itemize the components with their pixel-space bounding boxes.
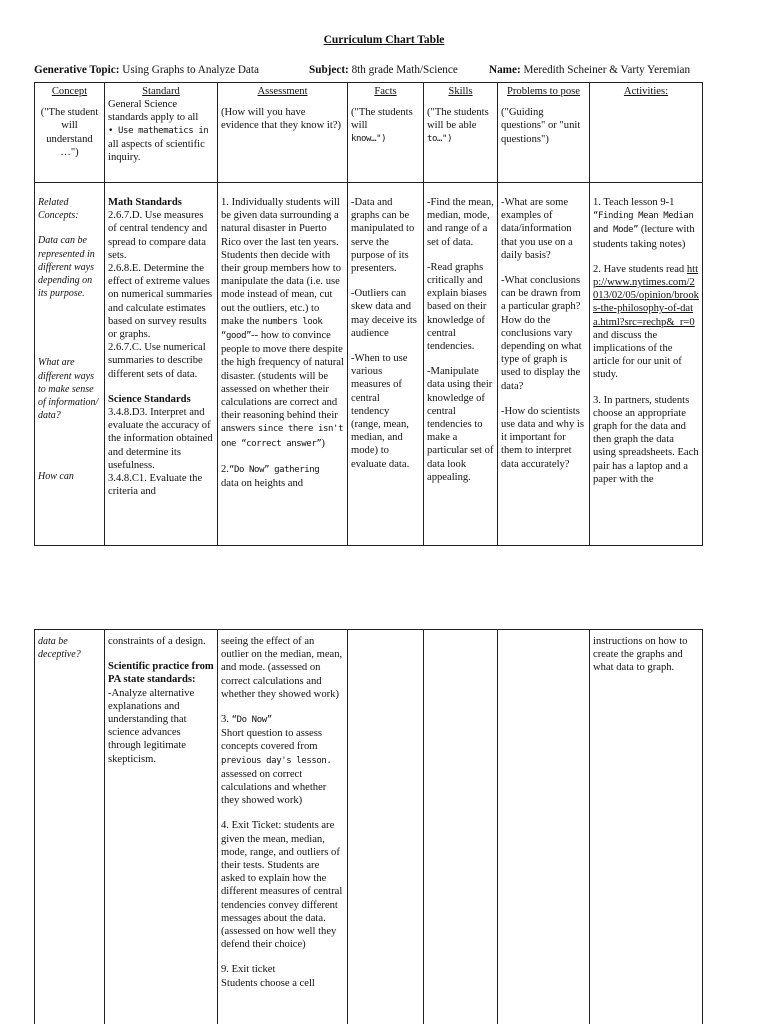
assessment-2-mono: “Do Now” gathering [228, 464, 320, 475]
problem-1: -What are some examples of data/information that you use on a daily basis? [501, 197, 573, 261]
math-standard-2: 2.6.8.E. Determine the effect of extreme values on numerical summaries and calculate estimates based on survey results or graphs. [108, 263, 213, 341]
assessment-2-text: data on heights and [221, 478, 304, 490]
curriculum-table-page-2 [34, 629, 703, 1024]
activity-1 [593, 196, 699, 251]
header-concept-desc: ("The student will understand …") [40, 107, 99, 158]
header-skills-title: Skills [448, 86, 473, 97]
assessment-3-text-2: assessed on correct calculations and whether they showed work) [221, 768, 327, 807]
scientific-practice-text: -Analyze alternative explanations and understanding that science advances through legitimate skepticism. [108, 687, 195, 765]
topic-value: Using Graphs to Analyze Data [122, 64, 259, 76]
header-row [35, 83, 703, 183]
subject-field [309, 64, 458, 77]
activity-1-post: (lecture with students taking notes) [593, 224, 695, 250]
activity-1-mono: “Finding Mean Median and Mode” [593, 211, 694, 236]
math-standard-3: 2.6.7.C. Use numerical summaries to describe different sets of data. [108, 342, 206, 380]
header-problems-title: Problems to pose [507, 86, 580, 97]
science-standard-2: 3.4.8.C1. Evaluate the criteria and [108, 473, 203, 498]
math-standards-title: Math Standards [108, 197, 182, 208]
header-standard [105, 83, 218, 183]
problems-cell-continued [498, 630, 590, 1024]
header-facts [348, 83, 424, 183]
facts-cell-continued [348, 630, 424, 1024]
content-row [35, 183, 703, 546]
problem-2: -What conclusions can be drawn from a particular graph? How do the conclusions vary depending on what type of graph is used to display the data? [501, 275, 582, 392]
activities-cell [590, 183, 703, 546]
assessment-2-num: 2. [221, 463, 229, 475]
header-problems-desc: ("Guiding questions" or "unit questions") [501, 107, 581, 145]
topic-label: Generative Topic: [34, 64, 120, 76]
science-standards-title: Science Standards [108, 393, 191, 405]
header-facts-desc-2: know…") [351, 133, 387, 144]
name-value: Meredith Scheiner & Varty Yeremian [523, 64, 691, 76]
topic-field [34, 64, 259, 77]
activity-1-text: 1. Teach lesson 9-1 [593, 197, 675, 208]
header-problems [498, 83, 590, 183]
problem-3: -How do scientists use data and why is it important for them to interpret data accurately? [501, 405, 584, 470]
header-skills-desc-2: to…") [427, 133, 453, 144]
assessment-1-end: ) [321, 437, 325, 449]
standard-cell-continued [105, 630, 218, 1024]
fact-1: -Data and graphs can be manipulated to serve the purpose of its presenters. [351, 197, 415, 275]
document-title: Curriculum Chart Table [323, 34, 445, 46]
header-assessment-desc: (How will you have evidence that they know it?) [221, 107, 342, 132]
skills-cell [424, 183, 498, 546]
assessment-3-mono-2: previous day's lesson. [221, 755, 332, 766]
header-skills-desc-1: ("The students will be able [427, 107, 489, 132]
concept-text-1: Data can be represented in different ways depending on its purpose. [38, 235, 95, 300]
subject-label: Subject: [309, 64, 349, 76]
concept-cell-continued [35, 630, 105, 1024]
activity-2-text: 2. Have students read [593, 263, 685, 275]
problems-cell [498, 183, 590, 546]
assessment-item-9: 9. Exit ticket [221, 964, 276, 976]
header-concept [35, 83, 105, 183]
activity-2 [593, 263, 699, 382]
article-link[interactable]: http://www.nytimes.com/2013/02/05/opinion/brooks-the-philosophy-of-data.html?src=rechp&_r=0 [593, 263, 699, 328]
subject-value: 8th grade Math/Science [351, 64, 458, 76]
header-standard-desc-3: all aspects of scientific inquiry. [108, 138, 205, 164]
assessment-item-4: 4. Exit Ticket: students are given the mean, median, mode, range, and outliers of their tests. Students are asked to explain how the different measures of central tendencies convey different messages about the data. (assessed on how well they defend their choice) [221, 820, 343, 951]
concept-question-2-start: How can [38, 471, 74, 483]
content-row-continued [35, 630, 703, 1024]
assessment-item-1 [221, 196, 344, 451]
assessment-1-text: 1. Individually students will be given data surrounding a natural disaster in Puerto Rico over the last ten years. Students then decide with their group members how to manipulate the data (i.e. use mode instead of mean, cut out the outliers, etc.) to make the [221, 197, 342, 327]
assessment-cell [218, 183, 348, 546]
assessment-1-text-2: -- how to convince people to move there despite the high frequency of natural disaster. (students will be assessed on whether their calculations are correct and their reasoning behind their answers [221, 330, 344, 435]
name-field [489, 64, 690, 77]
assessment-1-mono: numbers look “good” [221, 316, 323, 342]
fact-3: -When to use various measures of central tendency (range, mean, median, and mode) to evaluate data. [351, 353, 410, 470]
skill-2: -Read graphs critically and explain biases based on their knowledge of central tendencies. [427, 261, 487, 353]
standard-cell [105, 183, 218, 546]
facts-cell [348, 183, 424, 546]
header-activities [590, 83, 703, 183]
assessment-3-text: Short question to assess concepts covered from [221, 728, 322, 753]
concept-cell [35, 183, 105, 546]
header-standard-desc-2: • Use mathematics in [108, 125, 209, 136]
assessment-item-2 [221, 463, 344, 490]
header-concept-title: Concept [51, 86, 88, 97]
assessment-item-3 [221, 713, 344, 807]
activity-3-end: instructions on how to create the graphs and what data to graph. [593, 636, 688, 674]
curriculum-table-page-1 [34, 82, 703, 546]
concept-question-1: What are different ways to make sense of information/ data? [38, 357, 99, 422]
concept-question-2-end: data be deceptive? [38, 636, 81, 661]
header-activities-title: Activities: [623, 86, 669, 97]
header-skills [424, 83, 498, 183]
header-assessment-title: Assessment [257, 86, 308, 97]
activities-cell-continued [590, 630, 703, 1024]
assessment-item-9-cut: Students choose a cell [221, 977, 315, 989]
related-concepts-label: Related Concepts: [38, 197, 79, 222]
fact-2: -Outliers can skew data and may deceive its audience [351, 288, 417, 339]
assessment-2-end: seeing the effect of an outlier on the median, mean, and mode. (assessed on correct calculations and whether they showed work) [221, 636, 343, 700]
header-standard-title: Standard [142, 86, 180, 97]
header-facts-title: Facts [374, 86, 397, 97]
name-label: Name: [489, 64, 521, 76]
assessment-3-num: 3. [221, 714, 229, 726]
header-standard-desc-1: General Science standards apply to all [108, 99, 199, 124]
assessment-1-mono-2: since there isn't one “correct answer” [221, 424, 344, 449]
header-assessment [218, 83, 348, 183]
skill-1: -Find the mean, median, mode, and range of a set of data. [427, 197, 494, 248]
scientific-practice-title: Scientific practice from PA state standards: [108, 661, 214, 686]
assessment-cell-continued [218, 630, 348, 1024]
activity-3: 3. In partners, students choose an appropriate graph for the data and then graph the data using spreadsheets. Each pair has a laptop and a paper with the [593, 394, 699, 485]
science-standard-1: 3.4.8.D3. Interpret and evaluate the accuracy of the information obtained and determine its usefulness. [108, 407, 213, 471]
activity-2-post: and discuss the implications of the article for our unit of study. [593, 329, 682, 381]
assessment-3-mono: “Do Now” [231, 715, 272, 726]
skills-cell-continued [424, 630, 498, 1024]
skill-3: -Manipulate data using their knowledge of central tendencies to make a particular set of data look appealing. [427, 366, 494, 483]
header-facts-desc-1: ("The students will [351, 107, 413, 132]
science-standard-2-end: constraints of a design. [108, 636, 206, 647]
math-standard-1: 2.6.7.D. Use measures of central tendency and spread to compare data sets. [108, 210, 208, 261]
